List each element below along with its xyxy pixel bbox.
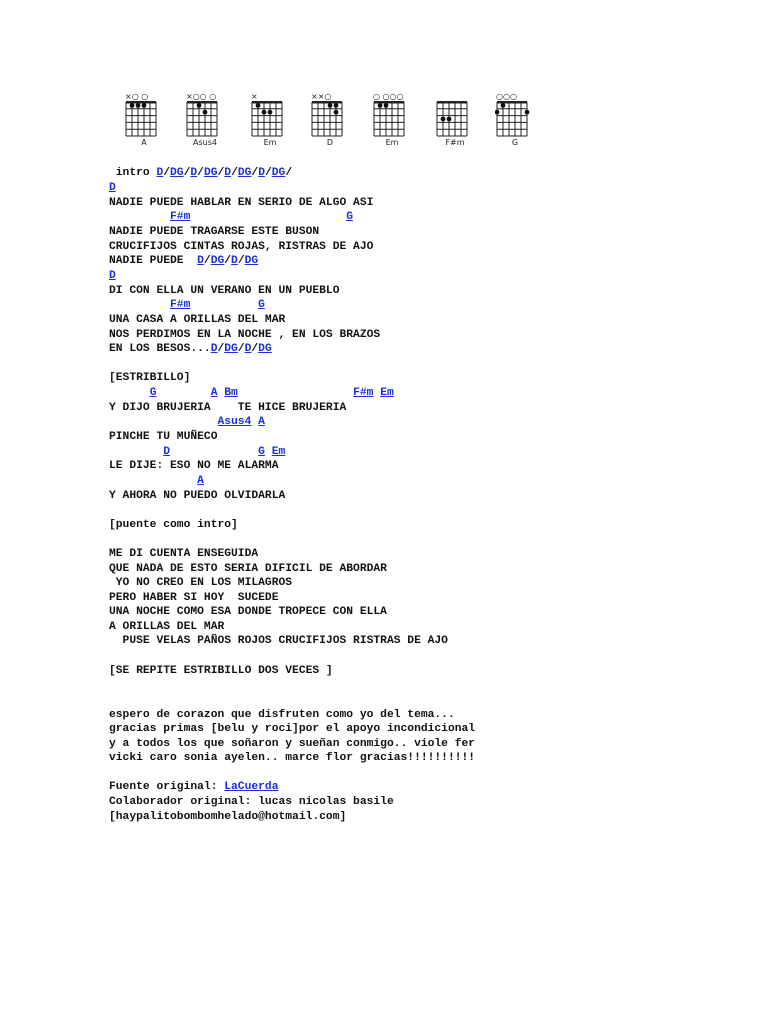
chord-link[interactable]: DG	[271, 167, 286, 179]
chord-link[interactable]: D	[231, 255, 238, 267]
lyric-text	[109, 416, 217, 428]
lyric-text: A ORILLAS DEL MAR	[109, 621, 225, 633]
chord-name: D	[326, 138, 334, 147]
chord-link[interactable]: D	[190, 167, 198, 179]
song-line	[109, 386, 394, 400]
chord-link[interactable]: G	[346, 211, 354, 223]
chord-name: A	[141, 138, 147, 147]
chord-link[interactable]: D	[163, 446, 171, 458]
lyric-text: UNA NOCHE COMO ESA DONDE TROPECE CON ELLA	[109, 606, 387, 618]
chord-link[interactable]: DG	[203, 167, 218, 179]
lyric-text: NOS PERDIMOS EN LA NOCHE , EN LOS BRAZOS	[109, 329, 381, 341]
song-line	[109, 181, 116, 195]
chord-link[interactable]: D	[224, 167, 232, 179]
song-line	[109, 313, 285, 327]
song-line	[109, 708, 455, 722]
lyric-text: y a todos los que soñaron y sueñan conmigo.. violе fer	[109, 738, 476, 750]
lyric-text: YO NO CREO EN LOS MILAGROS	[109, 577, 293, 589]
lyric-text	[109, 446, 163, 458]
lyric-text: /	[251, 167, 259, 179]
source-link[interactable]: LaCuerda	[224, 781, 279, 793]
lyric-text: vicki caro sonia ayelen.. marce flor gracias!!!!!!!!!!	[109, 752, 476, 764]
chord-link[interactable]: D	[210, 343, 218, 355]
lyric-text: Fuente original:	[109, 781, 225, 793]
chord-link[interactable]: D	[244, 343, 252, 355]
chord-link[interactable]: Em	[380, 387, 394, 399]
lyric-text: intro	[109, 167, 157, 179]
lyric-text: [puente como intro]	[109, 519, 238, 531]
song-line	[109, 722, 475, 736]
chord-link[interactable]: F#m	[170, 211, 191, 223]
lyric-text	[109, 387, 150, 399]
lyric-text: /	[251, 343, 259, 355]
chord-link[interactable]: Bm	[224, 387, 238, 399]
lyric-text: PINCHE TU MUÑECO	[109, 431, 218, 443]
chord-link[interactable]: DG	[210, 255, 225, 267]
lyric-text: DI CON ELLA UN VERANO EN UN PUEBLO	[109, 285, 340, 297]
svg-text:×: ×	[251, 92, 258, 101]
lyric-text: Y DIJO BRUJERIA TE HICE BRUJERIA	[109, 402, 347, 414]
lyric-text	[190, 211, 346, 223]
chord-link[interactable]: DG	[258, 343, 272, 355]
svg-text:×○○ ○: ×○○ ○	[186, 92, 217, 101]
song-line	[109, 254, 258, 268]
song-line	[109, 298, 265, 312]
song-line	[109, 225, 319, 239]
song-line	[109, 489, 285, 503]
song-line	[109, 166, 292, 180]
lyric-text: CRUCIFIJOS CINTAS ROJAS, RISTRAS DE AJO	[109, 241, 374, 253]
chord-link[interactable]: G	[258, 446, 265, 458]
song-line	[109, 210, 353, 224]
song-line	[109, 634, 448, 648]
song-line	[109, 371, 190, 385]
song-line	[109, 518, 238, 532]
chord-name: G	[511, 138, 519, 147]
chord-link[interactable]: D	[109, 182, 116, 194]
lyric-text: /	[224, 255, 232, 267]
chord-name: Em	[263, 138, 277, 147]
lyric-text	[170, 446, 258, 458]
lyric-text: Colaborador original: lucas nicolas basile	[109, 796, 394, 808]
lyric-text: PUSE VELAS PAÑOS ROJOS CRUCIFIJOS RISTRAS DE AJO	[109, 635, 448, 647]
chord-link[interactable]: F#m	[353, 387, 374, 399]
song-line	[109, 664, 333, 678]
svg-text:×○ ○: ×○ ○	[125, 92, 149, 101]
chord-link[interactable]: A	[258, 416, 265, 428]
chord-diagram	[495, 92, 535, 152]
chord-diagram	[185, 92, 225, 152]
song-line	[109, 547, 258, 561]
song-line	[109, 328, 380, 342]
lyric-text: EN LOS BESOS...	[109, 343, 211, 355]
lyric-text: /	[231, 167, 238, 179]
song-line	[109, 342, 272, 356]
lyric-text: Y AHORA NO PUEDO OLVIDARLA	[109, 490, 286, 502]
song-line	[109, 562, 387, 576]
song-line	[109, 430, 217, 444]
chord-link[interactable]: DG	[170, 167, 184, 179]
lyric-text: QUE NADA DE ESTO SERIA DIFICIL DE ABORDAR	[109, 563, 387, 575]
lyric-text	[109, 211, 170, 223]
svg-text:○ ○○○: ○ ○○○	[373, 92, 404, 101]
song-line	[109, 751, 475, 765]
song-line	[109, 196, 373, 210]
lyric-text	[238, 387, 353, 399]
song-line	[109, 445, 285, 459]
lyric-text: /	[163, 167, 171, 179]
chord-link[interactable]: A	[197, 475, 204, 487]
chord-link[interactable]: Asus4	[217, 416, 252, 428]
song-line	[109, 737, 475, 751]
lyric-text	[265, 446, 272, 458]
lyric-text: /	[264, 167, 272, 179]
chord-link[interactable]: D	[109, 270, 116, 282]
song-line	[109, 474, 204, 488]
lyric-text: NADIE PUEDE TRAGARSE ESTE BUSON	[109, 226, 320, 238]
song-line	[109, 810, 346, 824]
song-line	[109, 284, 340, 298]
svg-text:××○: ××○	[311, 92, 332, 101]
song-line	[109, 459, 278, 473]
chord-link[interactable]: G	[258, 299, 265, 311]
chord-name: F#m	[445, 138, 465, 147]
lyric-text: espero de corazon que disfruten como yo del tema...	[109, 709, 455, 721]
chord-link[interactable]: G	[149, 387, 157, 399]
song-line	[109, 780, 278, 794]
chord-diagram	[435, 92, 475, 152]
lyric-text: UNA CASA A ORILLAS DEL MAR	[109, 314, 286, 326]
song-line	[109, 401, 346, 415]
chord-link[interactable]: D	[197, 255, 204, 267]
chord-diagram	[372, 92, 412, 152]
lyric-text: [haypalitobombomhelado@hotmail.com]	[109, 811, 347, 823]
chord-diagram	[310, 92, 350, 152]
song-line	[109, 240, 373, 254]
lyric-text	[109, 299, 170, 311]
song-line	[109, 795, 394, 809]
chord-link[interactable]: DG	[237, 167, 252, 179]
chord-diagrams	[110, 92, 550, 152]
lyric-text: LE DIJE: ESO NO ME ALARMA	[109, 460, 279, 472]
lyric-text: NADIE PUEDE HABLAR EN SERIO DE ALGO ASI	[109, 197, 374, 209]
lyric-text: [ESTRIBILLO]	[109, 372, 191, 384]
chord-link[interactable]: A	[210, 387, 218, 399]
svg-text:○○○: ○○○	[496, 92, 517, 101]
song-line	[109, 591, 278, 605]
lyric-text: NADIE PUEDE	[109, 255, 198, 267]
lyric-text: gracias primas [belu y roci]por el apoyo incondicional	[109, 723, 476, 735]
lyric-text: /	[183, 167, 191, 179]
song-line	[109, 415, 265, 429]
lyric-text: /	[203, 255, 211, 267]
song-line	[109, 576, 292, 590]
lyric-text: /	[217, 343, 225, 355]
song-line	[109, 620, 224, 634]
chord-diagram	[124, 92, 164, 152]
lyric-text: /	[237, 255, 245, 267]
chord-name: Em	[385, 138, 399, 147]
chord-link[interactable]: DG	[244, 255, 259, 267]
lyric-text: ME DI CUENTA ENSEGUIDA	[109, 548, 259, 560]
lyric-text: PERO HABER SI HOY SUCEDE	[109, 592, 279, 604]
song-line	[109, 605, 387, 619]
lyric-text	[190, 299, 258, 311]
lyric-text: [SE REPITE ESTRIBILLO DOS VECES ]	[109, 665, 333, 677]
chord-name: Asus4	[193, 138, 217, 147]
chord-diagram	[250, 92, 290, 152]
lyric-text	[109, 475, 197, 487]
song-line	[109, 269, 116, 283]
chord-link[interactable]: Em	[271, 446, 286, 458]
lyric-text: /	[237, 343, 245, 355]
chord-link[interactable]: D	[156, 167, 164, 179]
chord-link[interactable]: DG	[224, 343, 238, 355]
chord-link[interactable]: D	[258, 167, 265, 179]
lyric-text: /	[217, 167, 225, 179]
chord-link[interactable]: F#m	[170, 299, 191, 311]
lyric-text: /	[197, 167, 204, 179]
lyric-text	[156, 387, 210, 399]
lyric-text: /	[285, 167, 293, 179]
